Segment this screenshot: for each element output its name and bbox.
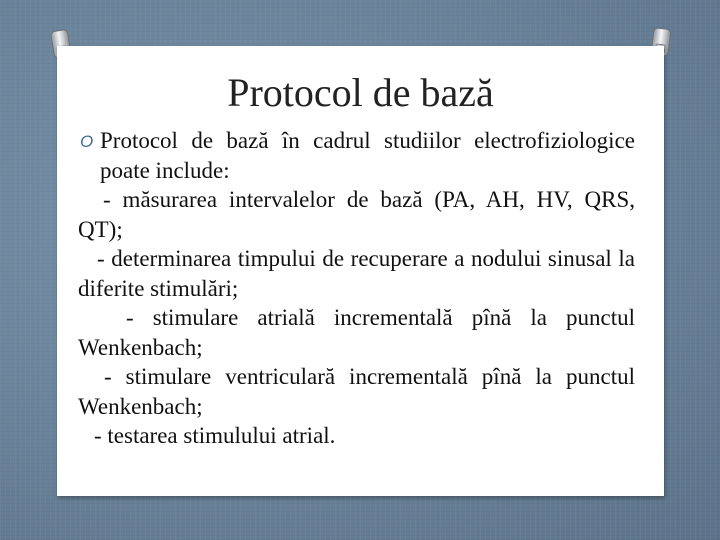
slide-title: Protocol de bază <box>227 70 494 115</box>
list-item: - stimulare ventriculară incrementală pînă la punctul Wenkenbach; <box>78 364 635 419</box>
list-item: - măsurarea intervalelor de bază (PA, AH, HV, QRS, QT); <box>78 187 635 242</box>
slide-body <box>78 126 635 451</box>
intro-text: Protocol de bază în cadrul studiilor electrofiziologice poate include: <box>100 128 635 183</box>
list-item: - testarea stimulului atrial. <box>94 423 336 448</box>
bullet-paragraph <box>78 126 635 185</box>
list-item: - determinarea timpului de recuperare a nodului sinusal la diferite stimulări; <box>78 246 635 301</box>
bullet-marker-icon: O <box>80 132 94 151</box>
list-item: - stimulare atrială incrementală pînă la punctul Wenkenbach; <box>78 305 635 360</box>
